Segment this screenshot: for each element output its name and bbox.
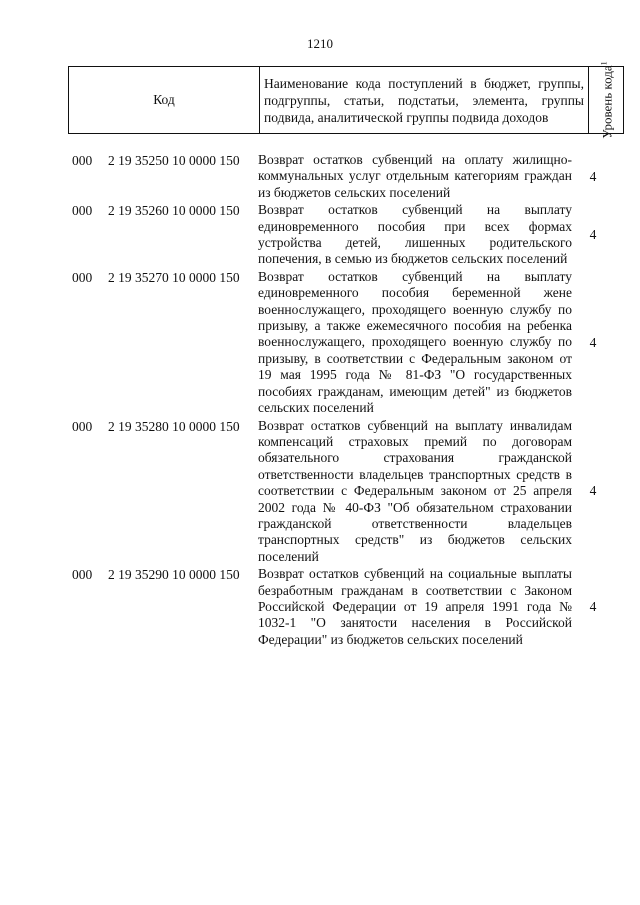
row-admin-code: 000 xyxy=(72,418,93,434)
table-row xyxy=(68,202,614,268)
header-code-cell xyxy=(69,67,260,134)
table-row xyxy=(68,566,614,648)
row-name: Возврат остатков субвенций на социальные выплаты безработным гражданам в соответствии с Законом Российской Федерации от 19 апреля 1991 года № 1032-1 "О занятости населения в Российской Федерации" из бюджетов сельских поселений xyxy=(258,566,572,647)
table-header xyxy=(68,61,624,139)
row-name: Возврат остатков субвенций на выплату единовременного пособия беременной жене военнослужащего, проходящего военную службу по призыву, а также ежемесячного пособия на ребенка военнослужащего, проходящего военную службу по призыву, в соответствии с Федеральным законом от 19 мая 1995 года № 81-ФЗ "О государственных пособиях гражданам, имеющим детей" из бюджетов сельских поселений xyxy=(258,268,572,416)
header-level-label xyxy=(597,61,614,138)
row-code: 2 19 35290 10 0000 150 xyxy=(108,567,240,583)
header-level-footnote: 1 xyxy=(599,61,609,66)
row-level: 4 xyxy=(589,599,597,615)
row-admin-code: 000 xyxy=(72,567,93,583)
row-name: Возврат остатков субвенций на выплату единовременного пособия при всех формах устройства детей, лишенных родительского попечения, в семью из бюджетов сельских поселений xyxy=(258,202,572,267)
row-admin-code: 000 xyxy=(72,153,93,168)
row-code: 2 19 35260 10 0000 150 xyxy=(108,203,240,219)
header-name-label: Наименование кода поступлений в бюджет, группы, подгруппы, статьи, подстатьи, элемента, группы подвида, аналитической группы подвида доходов xyxy=(264,75,584,125)
table-row xyxy=(68,269,614,417)
row-level: 4 xyxy=(589,334,597,350)
row-level: 4 xyxy=(589,483,597,499)
row-name: Возврат остатков субвенций на оплату жилищно-коммунальных услуг отдельным категориям граждан из бюджетов сельских поселений xyxy=(258,152,572,200)
table-row xyxy=(68,418,614,566)
row-code: 2 19 35270 10 0000 150 xyxy=(108,269,240,285)
page-number: 1210 xyxy=(307,36,333,51)
row-admin-code: 000 xyxy=(72,203,93,219)
table-body xyxy=(68,152,614,649)
header-level-cell xyxy=(589,61,624,139)
header-name-cell xyxy=(260,67,589,134)
table-row xyxy=(68,152,614,201)
row-name: Возврат остатков субвенций на выплату инвалидам компенсаций страховых премий по договорам обязательного страхования гражданской ответственности владельцев транспортных средств в соответствии с Федеральным законом от 25 апреля 2002 года № 40-ФЗ "Об обязательном страховании гражданской ответственности владельцев транспортных средств" из бюджетов сельских поселений xyxy=(258,417,572,564)
row-admin-code: 000 xyxy=(72,269,93,285)
row-code: 2 19 35280 10 0000 150 xyxy=(108,418,240,434)
header-code-label: Код xyxy=(153,92,175,107)
row-level: 4 xyxy=(589,168,597,184)
row-level: 4 xyxy=(589,227,597,243)
header-level-text: Уровень кода xyxy=(599,65,615,139)
row-code: 2 19 35250 10 0000 150 xyxy=(108,153,240,168)
